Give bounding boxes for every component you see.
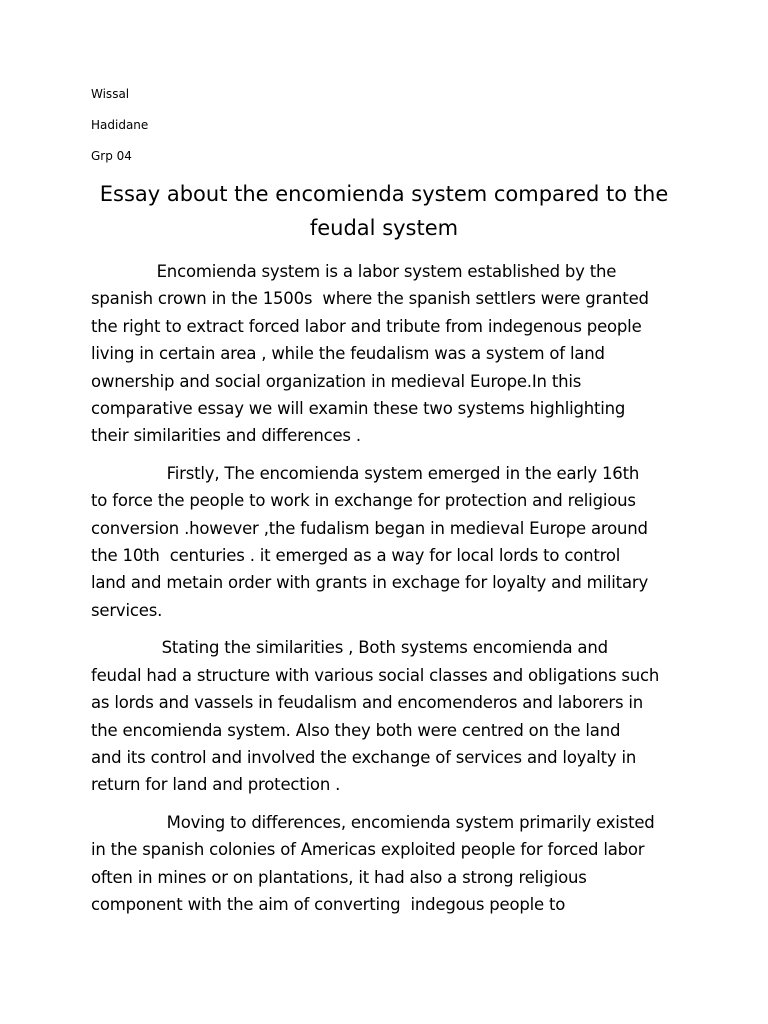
text-line: the encomienda system. Also they both were centred on the land xyxy=(91,720,621,740)
text-line: Stating the similarities , Both systems encomienda and xyxy=(91,638,608,658)
text-line: and its control and involved the exchange of services and loyalty in xyxy=(91,747,637,767)
text-line: Moving to differences, encomienda system primarily existed xyxy=(91,812,655,832)
text-line: component with the aim of converting indegous people to xyxy=(91,894,566,914)
paragraph-differences xyxy=(91,809,691,919)
text-line: land and metain order with grants in exchage for loyalty and military xyxy=(91,573,649,593)
essay-title-line: Essay about the encomienda system compared to the xyxy=(99,182,669,206)
text-line: return for land and protection . xyxy=(91,775,341,795)
text-line: feudal had a structure with various social classes and obligations such xyxy=(91,665,660,685)
group-label: Grp 04 xyxy=(91,149,132,163)
text-line: to force the people to work in exchange for protection and religious xyxy=(91,491,636,511)
author-first-name: Wissal xyxy=(91,87,130,101)
text-line: Firstly, The encomienda system emerged in the early 16th xyxy=(91,463,640,483)
text-line: ownership and social organization in medieval Europe.In this xyxy=(91,371,582,391)
text-line: the right to extract forced labor and tribute from indegenous people xyxy=(91,316,642,336)
essay-body xyxy=(91,258,691,928)
author-last-name: Hadidane xyxy=(91,118,149,132)
text-line: living in certain area , while the feudalism was a system of land xyxy=(91,344,605,364)
text-line: comparative essay we will examin these two systems highlighting xyxy=(91,399,626,419)
text-line: the 10th centuries . it emerged as a way for local lords to control xyxy=(91,546,621,566)
text-line: as lords and vassels in feudalism and encomenderos and laborers in xyxy=(91,693,644,713)
text-line: conversion .however ,the fudalism began in medieval Europe around xyxy=(91,518,648,538)
paragraph-origins xyxy=(91,460,691,624)
text-line: their similarities and differences . xyxy=(91,426,361,446)
essay-title-line: feudal system xyxy=(309,216,459,240)
paragraph-similarities xyxy=(91,634,691,798)
text-line: often in mines or on plantations, it had also a strong religious xyxy=(91,867,587,887)
text-line: Encomienda system is a labor system established by the xyxy=(91,262,617,281)
text-line: spanish crown in the 1500s where the spanish settlers were granted xyxy=(91,289,649,309)
text-line: in the spanish colonies of Americas exploited people for forced labor xyxy=(91,840,645,860)
text-line: services. xyxy=(91,600,163,620)
paragraph-introduction xyxy=(91,258,691,450)
essay-title xyxy=(60,177,708,245)
